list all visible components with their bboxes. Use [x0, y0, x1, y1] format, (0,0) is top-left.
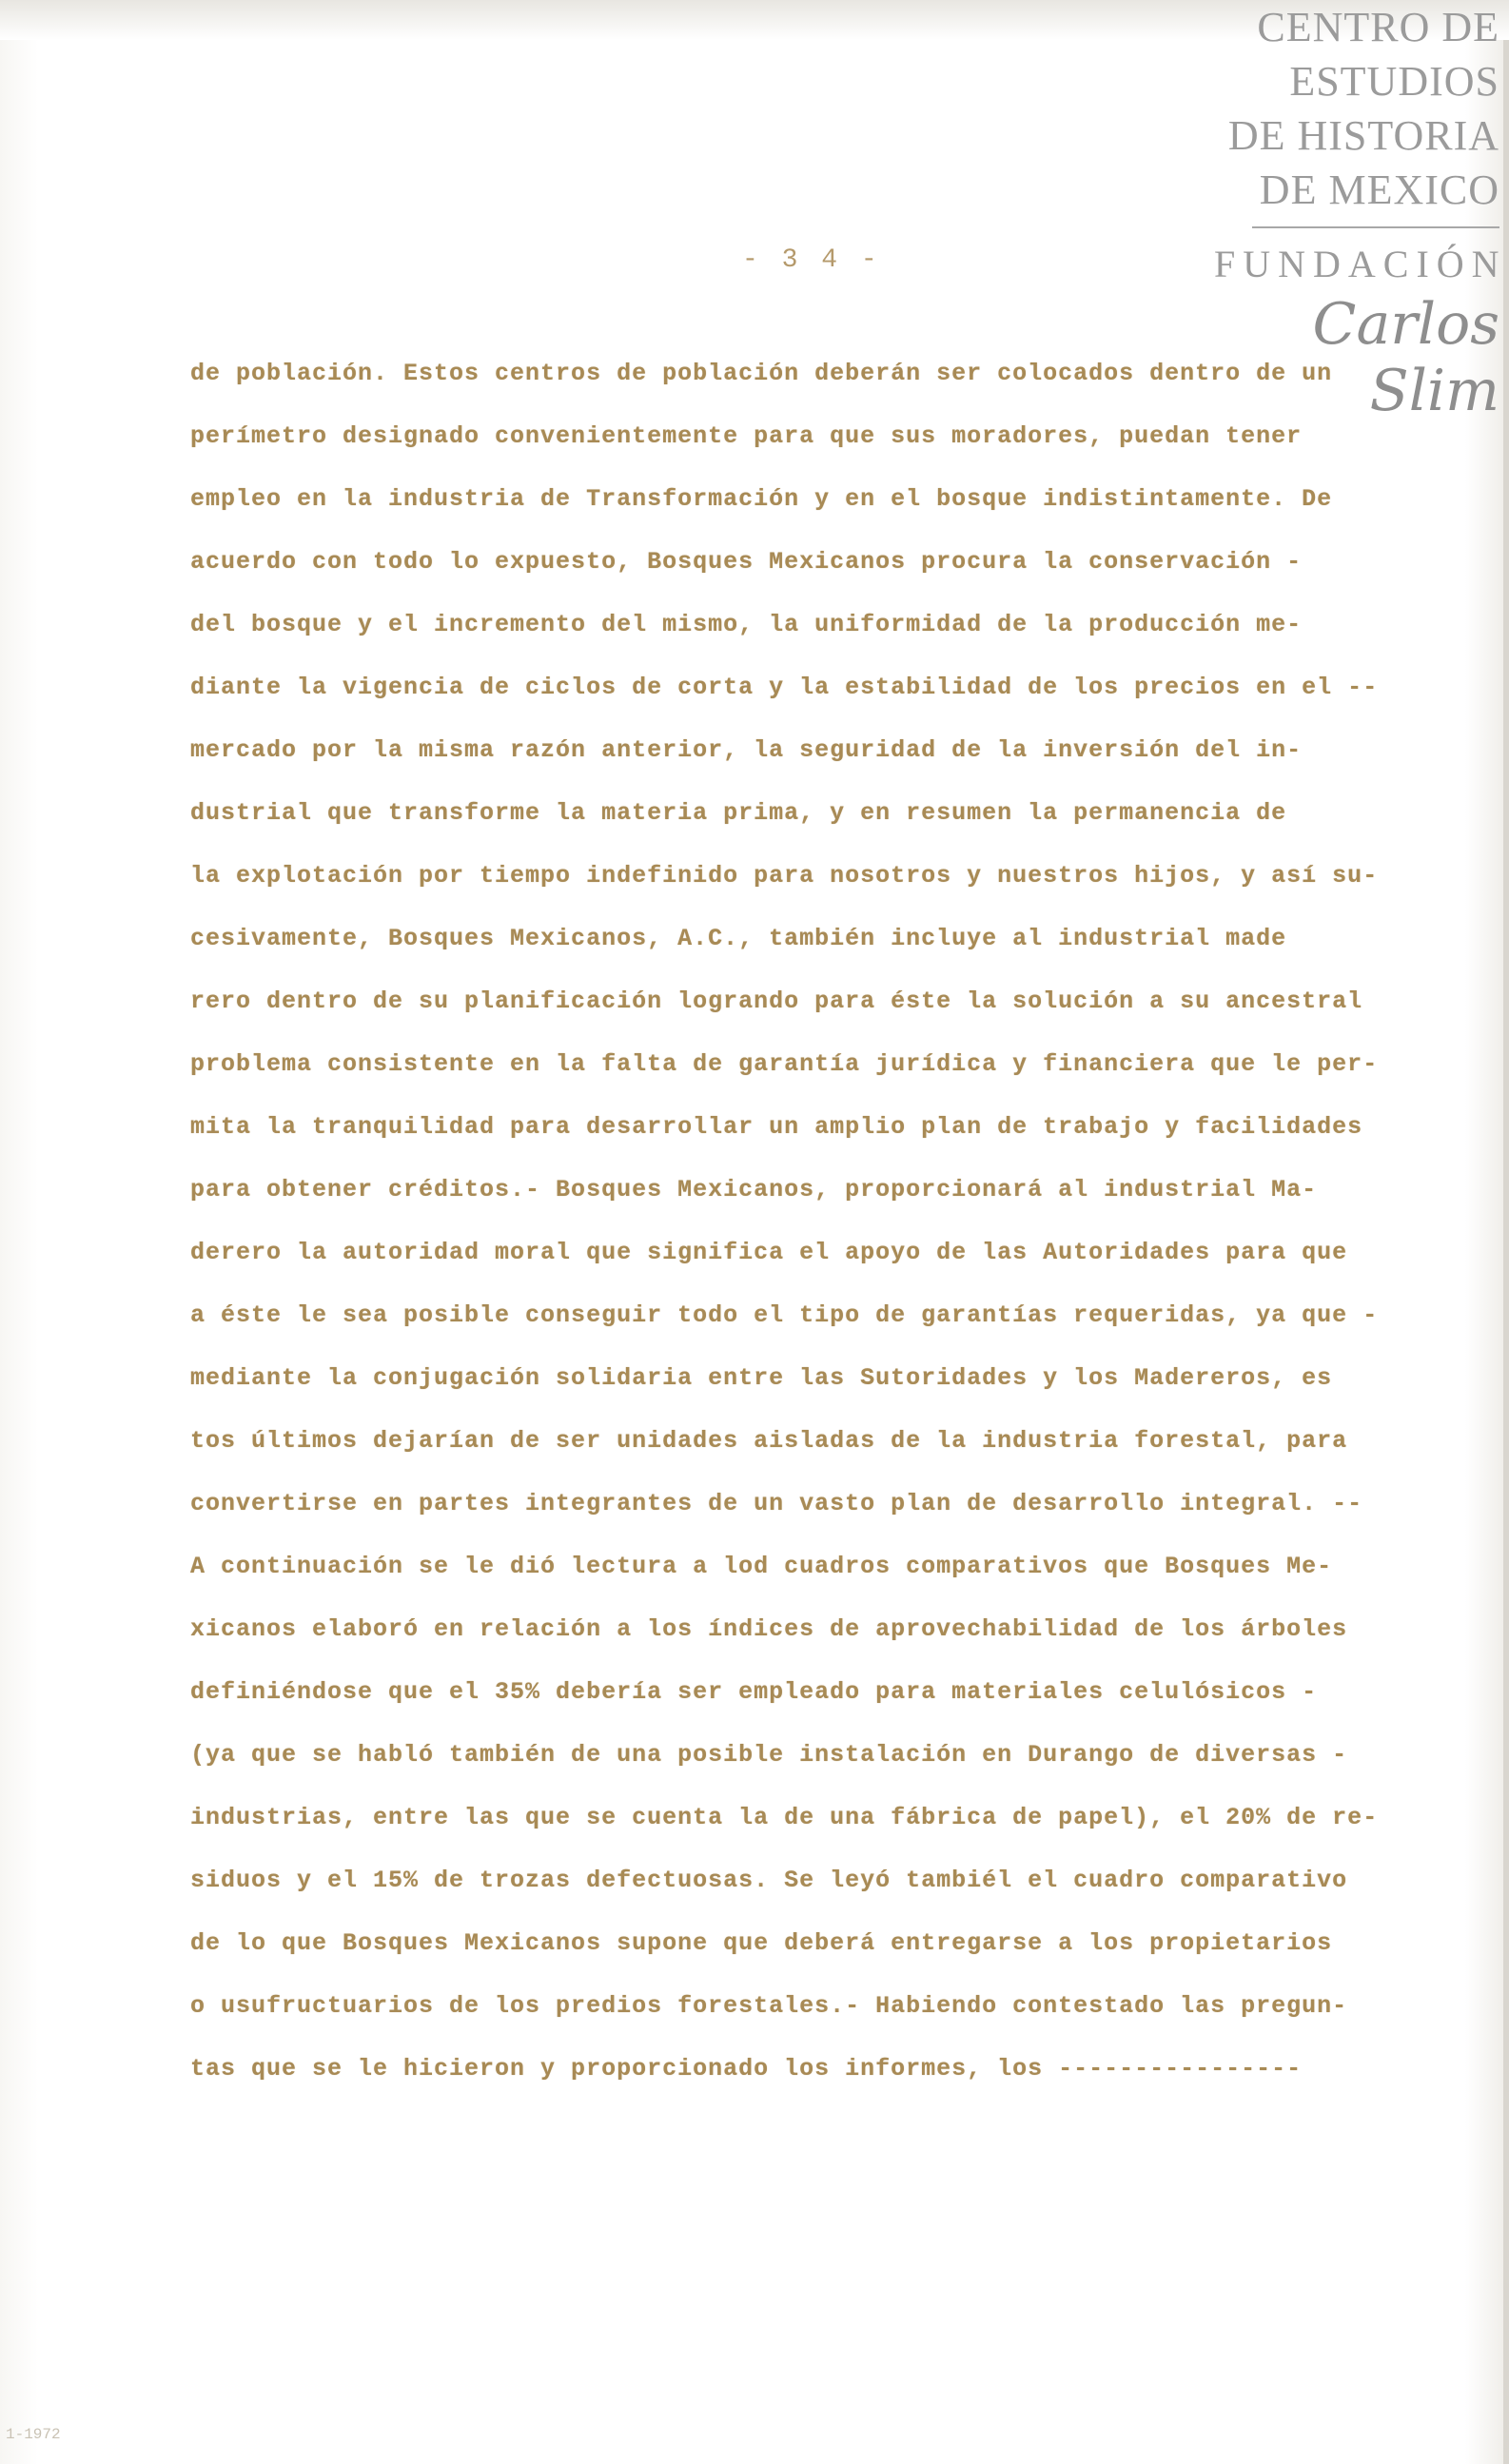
text-line: a éste le sea posible conseguir todo el tipo de garantías requeridas, ya que -: [190, 1301, 1379, 1329]
text-line: dustrial que transforme la materia prima, y en resumen la permanencia de: [190, 799, 1287, 827]
text-line: definiéndose que el 35% debería ser empleado para materiales celulósicos -: [190, 1678, 1318, 1706]
typed-body-text: [190, 342, 1408, 2101]
text-line: mita la tranquilidad para desarrollar un amplio plan de trabajo y facilidades: [190, 1113, 1363, 1141]
text-line: derero la autoridad moral que significa el apoyo de las Autoridades para que: [190, 1239, 1348, 1266]
text-line: o usufructuarios de los predios forestales.- Habiendo contestado las pregun-: [190, 1992, 1348, 2020]
text-line: mediante la conjugación solidaria entre las Sutoridades y los Madereros, es: [190, 1364, 1333, 1392]
watermark-line: CENTRO DE: [1257, 4, 1499, 50]
text-line: A continuación se le dió lectura a lod cuadros comparativos que Bosques Me-: [190, 1553, 1333, 1580]
text-line: cesivamente, Bosques Mexicanos, A.C., también incluye al industrial made: [190, 925, 1287, 952]
text-line: industrias, entre las que se cuenta la de una fábrica de papel), el 20% de re-: [190, 1804, 1379, 1831]
watermark-line: ESTUDIOS: [1289, 58, 1499, 105]
text-line: tos últimos dejarían de ser unidades aisladas de la industria forestal, para: [190, 1427, 1348, 1455]
text-line: mercado por la misma razón anterior, la seguridad de la inversión del in-: [190, 736, 1303, 764]
text-line: de lo que Bosques Mexicanos supone que deberá entregarse a los propietarios: [190, 1929, 1333, 1957]
text-line: la explotación por tiempo indefinido para nosotros y nuestros hijos, y así su-: [190, 862, 1379, 890]
text-line: siduos y el 15% de trozas defectuosas. Se leyó tambiél el cuadro comparativo: [190, 1867, 1348, 1894]
corner-mark: 1-1972: [6, 2426, 61, 2443]
watermark-divider: [1252, 226, 1499, 228]
text-line: diante la vigencia de ciclos de corta y la estabilidad de los precios en el --: [190, 674, 1379, 701]
watermark-line: DE HISTORIA: [1227, 112, 1499, 159]
text-line: (ya que se habló también de una posible instalación en Durango de diversas -: [190, 1741, 1348, 1769]
watermark-line: DE MEXICO: [1259, 166, 1499, 213]
watermark-foundation: FUNDACIÓN: [1214, 243, 1507, 285]
text-line: acuerdo con todo lo expuesto, Bosques Mexicanos procura la conservación -: [190, 548, 1303, 576]
text-line: para obtener créditos.- Bosques Mexicanos, proporcionará al industrial Ma-: [190, 1176, 1318, 1203]
text-line: tas que se le hicieron y proporcionado los informes, los ----------------: [190, 2055, 1303, 2083]
text-line: problema consistente en la falta de garantía jurídica y financiera que le per-: [190, 1050, 1379, 1078]
text-line: perímetro designado convenientemente para que sus moradores, puedan tener: [190, 422, 1303, 450]
page-number: - 3 4 -: [742, 245, 881, 275]
text-line: empleo en la industria de Transformación y en el bosque indistintamente. De: [190, 485, 1333, 513]
text-line: rero dentro de su planificación logrando para éste la solución a su ancestral: [190, 988, 1363, 1015]
text-line: de población. Estos centros de población deberán ser colocados dentro de un: [190, 360, 1333, 387]
text-line: convertirse en partes integrantes de un vasto plan de desarrollo integral. --: [190, 1490, 1363, 1517]
text-line: del bosque y el incremento del mismo, la uniformidad de la producción me-: [190, 611, 1303, 638]
text-line: xicanos elaboró en relación a los índices de aprovechabilidad de los árboles: [190, 1615, 1348, 1643]
watermark-signature: Carlos Slim: [1312, 291, 1499, 424]
